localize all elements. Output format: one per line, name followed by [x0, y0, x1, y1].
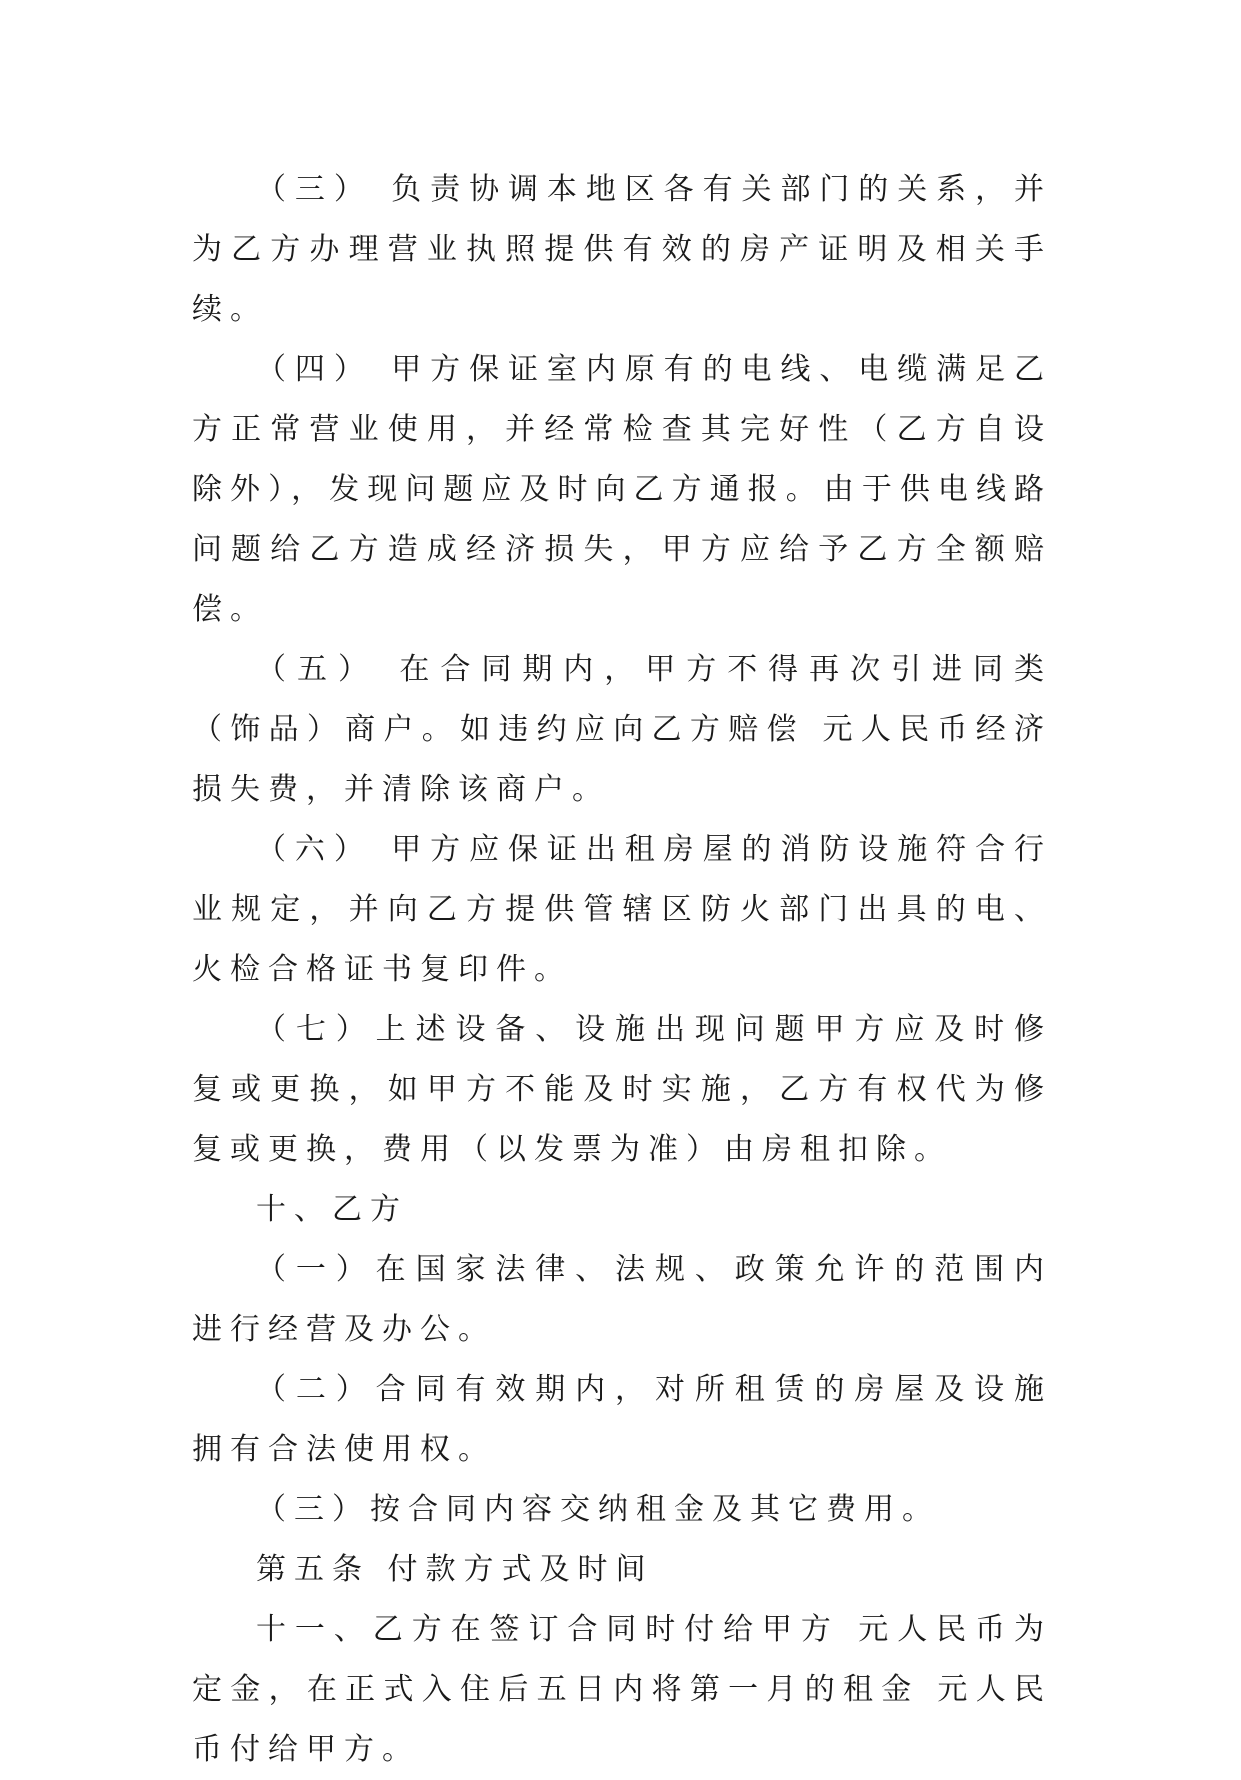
- paragraph-party-a-3: （三） 负责协调本地区各有关部门的关系，并为乙方办理营业执照提供有效的房产证明及相关手续。: [192, 172, 1052, 327]
- article-heading-payment: 第五条 付款方式及时间: [256, 1552, 654, 1587]
- paragraph-party-a-7: （七）上述设备、设施出现问题甲方应及时修复或更换，如甲方不能及时实施，乙方有权代为修复或更换，费用（以发票为准）由房租扣除。: [192, 1012, 1052, 1167]
- document-body: [192, 160, 1052, 1780]
- paragraph-payment-11: 十一、乙方在签订合同时付给甲方 元人民币为定金，在正式入住后五日内将第一月的租金 元人民币付给甲方。: [192, 1612, 1052, 1767]
- paragraph-party-b-2: （二）合同有效期内，对所租赁的房屋及设施拥有合法使用权。: [192, 1372, 1052, 1467]
- paragraph-party-b-1: （一）在国家法律、法规、政策允许的范围内进行经营及办公。: [192, 1252, 1052, 1347]
- paragraph-party-b-3: （三）按合同内容交纳租金及其它费用。: [256, 1492, 940, 1527]
- paragraph-party-a-5: （五） 在合同期内，甲方不得再次引进同类（饰品）商户。如违约应向乙方赔偿 元人民币经济损失费，并清除该商户。: [192, 652, 1052, 807]
- paragraph-party-a-6: （六） 甲方应保证出租房屋的消防设施符合行业规定，并向乙方提供管辖区防火部门出具的电、火检合格证书复印件。: [192, 832, 1052, 987]
- paragraph-party-a-4: （四） 甲方保证室内原有的电线、电缆满足乙方正常营业使用，并经常检查其完好性（乙方自设除外），发现问题应及时向乙方通报。由于供电线路问题给乙方造成经济损失，甲方应给予乙方全额赔偿。: [192, 352, 1052, 627]
- section-heading-party-b: 十、乙方: [256, 1192, 408, 1227]
